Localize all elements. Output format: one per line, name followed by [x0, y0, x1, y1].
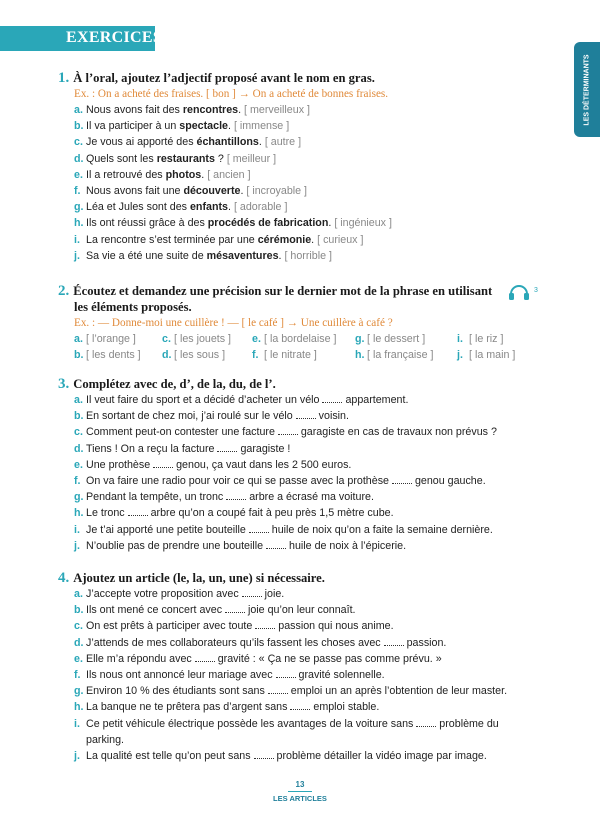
fill-in-blank[interactable] — [276, 668, 296, 678]
item-letter: c. — [74, 620, 83, 633]
item-text-end: genou, ça vaut dans les 2 500 euros. — [173, 458, 352, 471]
item-text: Elle m’a répondu avec — [86, 652, 195, 665]
list-item — [58, 151, 558, 167]
item-text: On est prêts à participer avec toute — [86, 620, 256, 633]
footer-divider — [288, 791, 312, 792]
item-hint: [ incroyable ] — [246, 185, 308, 198]
item-text-end: genou gauche. — [411, 475, 486, 488]
list-item — [58, 618, 558, 634]
list-item — [58, 635, 558, 651]
footer-section-title: LES ARTICLES — [273, 794, 327, 803]
item-letter: f. — [74, 669, 81, 682]
item-text-end: gravité solennelle. — [295, 669, 385, 682]
item-letter: d. — [74, 636, 84, 649]
item-hint: [ immense ] — [233, 120, 290, 133]
item-text-end: problème détailler la vidéo image par image. — [273, 750, 487, 763]
item-hint: [ le dessert ] — [367, 333, 426, 345]
item-hint: [ meilleur ] — [226, 152, 277, 165]
item-letter: h. — [74, 217, 84, 230]
item-text: La banque ne te prêtera pas d’argent sans — [86, 701, 291, 714]
list-item — [58, 667, 558, 683]
list-item — [58, 602, 558, 618]
item-text-end: gravité : « Ça ne se passe pas comme prévu. » — [214, 652, 442, 665]
item-text: Il a retrouvé des — [86, 168, 166, 181]
item-text-end: joie qu’on leur connaît. — [245, 604, 356, 617]
item-text-end: passion. — [403, 636, 447, 649]
item-text: Une prothèse — [86, 458, 154, 471]
item-letter: e. — [252, 333, 261, 345]
item-letter: i. — [74, 523, 80, 536]
item-hint: [ la main ] — [469, 349, 516, 361]
item-hint: [ merveilleux ] — [244, 104, 310, 116]
exercise-2-title: 2. Écoutez et demandez une précision sur le dernier mot de la phrase en utilisant les éléments proposés. — [58, 283, 493, 314]
audio-track-number: 3 — [534, 287, 538, 294]
item-letter: c. — [162, 333, 171, 345]
item-text: N’oublie pas de prendre une bouteille — [86, 539, 267, 552]
fill-in-blank[interactable] — [217, 442, 237, 452]
item-letter: g. — [74, 685, 84, 698]
chapter-side-tab — [574, 42, 600, 137]
item-letter: j. — [74, 750, 80, 763]
item-bold-noun: enfants — [189, 201, 228, 214]
item-hint: [ ancien ] — [207, 168, 251, 181]
item-text: Ils ont mené ce concert avec — [86, 604, 226, 617]
item-text: Le tronc — [86, 507, 128, 520]
item-punct: . — [240, 185, 247, 198]
item-text-end: problème du — [436, 717, 499, 730]
item-letter: j. — [74, 249, 80, 262]
fill-in-blank[interactable] — [226, 490, 246, 500]
fill-in-blank[interactable] — [416, 717, 436, 727]
item-letter: a. — [74, 394, 83, 406]
item-letter: h. — [355, 349, 365, 361]
item-text: Quels sont les — [86, 152, 157, 165]
exercise-4 — [58, 570, 558, 764]
item-text: Je vous ai apporté des — [86, 136, 197, 149]
item-punct: . — [258, 136, 265, 149]
item-text: J’attends de mes collaborateurs qu’ils fassent les choses avec — [86, 636, 384, 649]
grid-item — [74, 331, 162, 347]
item-text-end: arbre a écrasé ma voiture. — [246, 491, 374, 504]
list-item — [58, 699, 558, 715]
fill-in-blank[interactable] — [266, 539, 286, 549]
headphones-icon[interactable] — [508, 283, 530, 301]
item-letter: c. — [74, 136, 83, 149]
item-hint: [ la bordelaise ] — [264, 333, 337, 345]
exercise-number: 3. — [58, 376, 70, 392]
item-text: Sa vie a été une suite de — [86, 249, 207, 262]
exercise-3 — [58, 376, 558, 554]
item-bold-noun: échantillons — [196, 136, 259, 149]
item-hint: [ l’orange ] — [86, 333, 136, 345]
item-bold-noun: photos — [165, 168, 202, 181]
item-text: Ils ont réussi grâce à des — [86, 217, 208, 230]
item-hint: [ curieux ] — [317, 233, 364, 246]
grid-item — [162, 331, 252, 347]
exercise-number: 2. — [58, 283, 70, 299]
item-text: Il veut faire du sport et a décidé d’acheter un vélo — [86, 394, 323, 406]
fill-in-blank[interactable] — [290, 700, 310, 710]
item-text-end: garagiste en cas de travaux non prévus ? — [297, 426, 497, 439]
exercises-banner — [0, 26, 163, 51]
item-text-end: garagiste ! — [237, 442, 291, 455]
item-letter: g. — [355, 333, 365, 345]
item-letter: h. — [74, 507, 84, 520]
item-letter: g. — [74, 491, 84, 504]
item-punct: . — [278, 249, 285, 262]
exercise-3-title: 3. Complétez avec de, d’, de la, du, de l’. — [58, 376, 276, 392]
item-punct: . — [228, 120, 234, 133]
item-text: Nous avons fait une — [86, 185, 184, 198]
list-item — [58, 732, 558, 748]
fill-in-blank[interactable] — [268, 684, 288, 694]
item-letter: f. — [252, 349, 259, 361]
item-letter: c. — [74, 426, 83, 439]
item-hint: [ autre ] — [264, 136, 302, 149]
exercise-1-items — [58, 102, 558, 264]
list-item — [58, 199, 558, 215]
item-bold-noun: procédés de fabrication — [207, 217, 329, 230]
item-hint: [ les jouets ] — [174, 333, 232, 345]
item-text: Il va participer à un — [86, 120, 180, 133]
fill-in-blank[interactable] — [153, 458, 173, 468]
item-text: parking. — [86, 733, 125, 746]
item-text-end: emploi stable. — [310, 701, 380, 714]
list-item — [58, 118, 558, 134]
exercise-number: 4. — [58, 570, 70, 586]
list-item — [58, 248, 558, 264]
item-bold-noun: spectacle — [179, 120, 228, 133]
grid-item — [252, 331, 355, 347]
item-text-end: appartement. — [342, 394, 409, 406]
list-item — [58, 134, 558, 150]
item-text-end: arbre qu’on a coupé fait à peu près 1,5 mètre cube. — [147, 507, 394, 520]
item-letter: i. — [74, 233, 80, 246]
item-text-end: huile de noix à l’épicerie. — [286, 539, 407, 552]
exercise-number: 1. — [58, 70, 70, 86]
list-item — [58, 651, 558, 667]
fill-in-blank[interactable] — [296, 409, 316, 419]
item-letter: e. — [74, 652, 83, 665]
item-letter: a. — [74, 333, 83, 345]
grid-item — [355, 331, 457, 347]
item-text: Ce petit véhicule électrique possède les avantages de la voiture sans — [86, 717, 417, 730]
item-text: La rencontre s’est terminée par une — [86, 233, 258, 246]
item-letter: e. — [74, 458, 83, 471]
exercise-2-row-2 — [58, 347, 558, 363]
grid-item — [457, 331, 537, 347]
item-text: Tiens ! On a reçu la facture — [86, 442, 218, 455]
item-text-end: joie. — [261, 588, 285, 600]
exercise-2-row-1 — [58, 331, 558, 347]
grid-item — [457, 347, 537, 363]
item-text-end: emploi un an après l’obtention de leur master. — [287, 685, 508, 698]
item-letter: i. — [457, 333, 463, 345]
item-letter: a. — [74, 104, 83, 116]
list-item — [58, 102, 558, 118]
side-tab-label: LES DÉTERMINANTS — [583, 53, 591, 126]
list-item — [58, 441, 558, 457]
list-item — [58, 473, 558, 489]
item-text-end: huile de noix qu’on a faite la semaine dernière. — [268, 523, 493, 536]
item-bold-noun: mésaventures — [206, 249, 279, 262]
fill-in-blank[interactable] — [195, 652, 215, 662]
item-hint: [ horrible ] — [284, 249, 332, 262]
fill-in-blank[interactable] — [249, 523, 269, 533]
item-punct: . — [201, 168, 208, 181]
exercise-4-items — [58, 586, 558, 764]
item-punct: ? — [214, 152, 227, 165]
item-letter: b. — [74, 349, 84, 361]
fill-in-blank[interactable] — [242, 587, 262, 597]
list-item — [58, 748, 558, 764]
item-letter: a. — [74, 588, 83, 600]
list-item — [58, 683, 558, 699]
item-letter: b. — [74, 604, 84, 617]
fill-in-blank[interactable] — [278, 425, 298, 435]
item-text: J’accepte votre proposition avec — [86, 588, 242, 600]
list-item — [58, 538, 558, 554]
exercise-2-example: Ex. : — Donne-moi une cuillère ! — [ le café ] → Une cuillère à café ? — [74, 317, 393, 329]
item-letter: g. — [74, 201, 84, 214]
exercise-4-title: 4. Ajoutez un article (le, la, un, une) si nécessaire. — [58, 570, 325, 586]
item-bold-noun: restaurants — [156, 152, 215, 165]
item-letter: b. — [74, 120, 84, 133]
item-text: En sortant de chez moi, j’ai roulé sur le vélo — [86, 410, 296, 423]
item-letter: h. — [74, 701, 84, 714]
list-item — [58, 215, 558, 231]
item-letter: j. — [457, 349, 463, 361]
fill-in-blank[interactable] — [225, 603, 245, 613]
item-text-end: voisin. — [315, 410, 349, 423]
fill-in-blank[interactable] — [128, 506, 148, 516]
list-item — [58, 167, 558, 183]
item-letter: b. — [74, 410, 84, 423]
fill-in-blank[interactable] — [384, 636, 404, 646]
list-item — [58, 183, 558, 199]
item-letter: e. — [74, 168, 83, 181]
item-hint: [ le nitrate ] — [264, 349, 317, 361]
item-text: Environ 10 % des étudiants sont sans — [86, 685, 268, 698]
fill-in-blank[interactable] — [322, 393, 342, 403]
list-item — [58, 489, 558, 505]
list-item — [58, 408, 558, 424]
page-number: 13 — [295, 780, 305, 789]
fill-in-blank[interactable] — [392, 474, 412, 484]
exercise-1 — [58, 70, 558, 264]
item-text: Nous avons fait des — [86, 104, 183, 116]
item-text: Léa et Jules sont des — [86, 201, 190, 214]
fill-in-blank[interactable] — [254, 749, 274, 759]
grid-item — [252, 347, 355, 363]
item-hint: [ les dents ] — [86, 349, 141, 361]
list-item — [58, 457, 558, 473]
item-letter: f. — [74, 185, 81, 198]
item-bold-noun: cérémonie — [257, 233, 312, 246]
list-item — [58, 232, 558, 248]
list-item — [58, 505, 558, 521]
banner-title: EXERCICES — [66, 29, 163, 46]
list-item — [58, 522, 558, 538]
item-letter: d. — [74, 442, 84, 455]
list-item — [58, 586, 558, 602]
item-bold-noun: découverte — [183, 185, 241, 198]
item-text: Ils nous ont annoncé leur mariage avec — [86, 669, 276, 682]
item-letter: d. — [74, 152, 84, 165]
item-punct: . — [311, 233, 318, 246]
fill-in-blank[interactable] — [255, 619, 275, 629]
item-letter: j. — [74, 539, 80, 552]
item-bold-noun: rencontres — [182, 104, 239, 116]
exercise-3-items — [58, 392, 558, 554]
item-letter: i. — [74, 717, 80, 730]
item-hint: [ les sous ] — [174, 349, 226, 361]
item-punct: . — [238, 104, 245, 116]
grid-item — [74, 347, 162, 363]
item-letter: f. — [74, 475, 81, 488]
item-hint: [ ingénieux ] — [334, 217, 392, 230]
item-text: Pendant la tempête, un tronc — [86, 491, 227, 504]
item-text-end: passion qui nous anime. — [275, 620, 394, 633]
item-letter: d. — [162, 349, 172, 361]
item-text: On va faire une radio pour voir ce qui se passe avec la prothèse — [86, 475, 392, 488]
item-text: La qualité est telle qu’on peut sans — [86, 750, 254, 763]
item-punct: . — [228, 201, 234, 214]
list-item — [58, 424, 558, 440]
item-text: Comment peut-on contester une facture — [86, 426, 278, 439]
item-hint: [ adorable ] — [233, 201, 288, 214]
grid-item — [355, 347, 457, 363]
item-text: Je t’ai apporté une petite bouteille — [86, 523, 249, 536]
item-hint: [ le riz ] — [469, 333, 504, 345]
item-punct: . — [328, 217, 335, 230]
list-item — [58, 716, 558, 732]
item-hint: [ la française ] — [367, 349, 434, 361]
exercise-1-title: 1. À l’oral, ajoutez l’adjectif proposé avant le nom en gras. — [58, 70, 375, 86]
exercise-1-example: Ex. : On a acheté des fraises. [ bon ] → On a acheté de bonnes fraises. — [74, 88, 389, 100]
grid-item — [162, 347, 252, 363]
list-item — [58, 392, 558, 408]
exercise-2 — [58, 283, 558, 363]
